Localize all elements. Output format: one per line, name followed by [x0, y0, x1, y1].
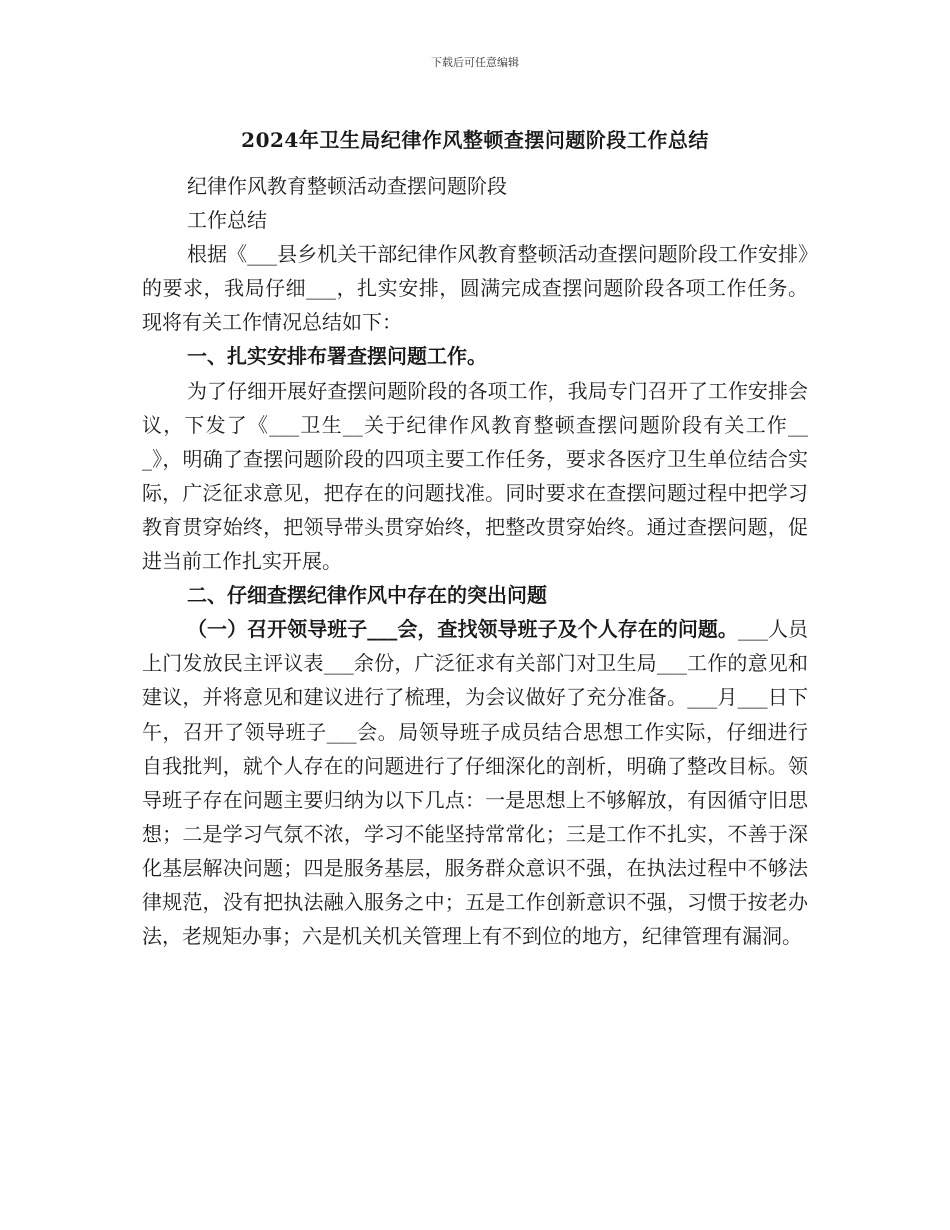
header-note: 下载后可任意编辑 [431, 56, 519, 69]
section-2-paragraph [142, 612, 808, 953]
section-1-paragraph: 为了仔细开展好查摆问题阶段的各项工作，我局专门召开了工作安排会议，下发了《___卫生__关于纪律作风教育整顿查摆问题阶段有关工作___》，明确了查摆问题阶段的四项主要工作任务，要求各医疗卫生单位结合实际，广泛征求意见，把存在的问题找准。同时要求在查摆问题过程中把学习教育贯穿始终，把领导带头贯穿始终，把整改贯穿始终。通过查摆问题，促进当前工作扎实开展。 [142, 378, 808, 574]
subsection-heading-1: （一）召开领导班子___会，查找领导班子及个人存在的问题。 [187, 617, 738, 642]
subtitle-line-2: 工作总结 [187, 208, 267, 233]
section-heading-2: 二、仔细查摆纪律作风中存在的突出问题 [187, 583, 547, 608]
subsection-1-body: ___人员上门发放民主评议表___余份，广泛征求有关部门对卫生局___工作的意见和建议，并将意见和建议进行了梳理，为会议做好了充分准备。___月___日下午，召开了领导班子___会。局领导班子成员结合思想工作实际，仔细进行自我批判，就个人存在的问题进行了仔细深化的剖析，明确了整改目标。领导班子存在问题主要归纳为以下几点：一是思想上不够解放，有因循守旧思想；二是学习气氛不浓，学习不能坚持常常化；三是工作不扎实，不善于深化基层解决问题；四是服务基层，服务群众意识不强，在执法过程中不够法律规范，没有把执法融入服务之中；五是工作创新意识不强，习惯于按老办法，老规矩办事；六是机关机关管理上有不到位的地方，纪律管理有漏洞。 [142, 617, 809, 949]
subtitle-line-1: 纪律作风教育整顿活动查摆问题阶段 [187, 174, 507, 198]
section-heading-1: 一、扎实安排布署查摆问题工作。 [187, 344, 487, 369]
document-title: 2024年卫生局纪律作风整顿查摆问题阶段工作总结 [241, 128, 709, 152]
intro-paragraph: 根据《___县乡机关干部纪律作风教育整顿活动查摆问题阶段工作安排》的要求，我局仔细___，扎实安排，圆满完成查摆问题阶段各项工作任务。现将有关工作情况总结如下： [142, 242, 808, 335]
document-body [142, 169, 808, 953]
